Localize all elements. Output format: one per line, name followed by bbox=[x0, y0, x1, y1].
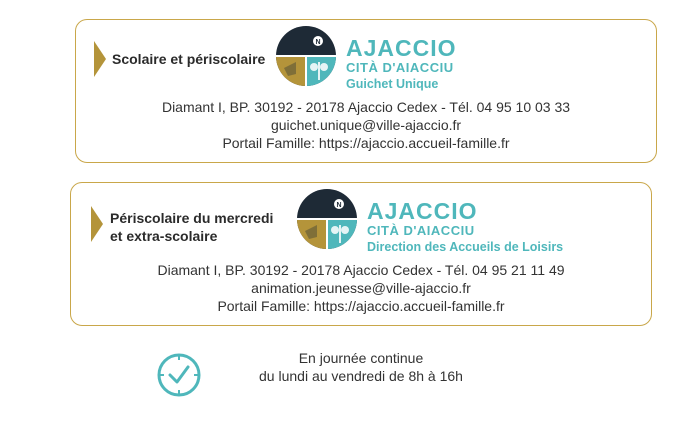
portal-link[interactable]: Portail Famille: https://ajaccio.accueil-famille.fr bbox=[217, 298, 505, 314]
section-label-line2: et extra-scolaire bbox=[110, 228, 218, 244]
hours-line1: En journée continue bbox=[298, 350, 424, 366]
section-label-line1: Périscolaire du mercredi bbox=[110, 210, 274, 226]
brand-subtitle: CITÀ D'AIACCIU bbox=[367, 223, 475, 238]
email-link[interactable]: animation.jeunesse@ville-ajaccio.fr bbox=[251, 280, 471, 296]
contact-info bbox=[76, 98, 656, 152]
email-link[interactable]: guichet.unique@ville-ajaccio.fr bbox=[270, 117, 462, 133]
address-line: Diamant I, BP. 30192 - 20178 Ajaccio Cedex - Tél. 04 95 10 03 33 bbox=[161, 99, 571, 115]
ajaccio-logo bbox=[295, 187, 359, 251]
contact-card-scolaire bbox=[75, 19, 657, 163]
brand-name: AJACCIO bbox=[367, 198, 478, 224]
svg-text:N: N bbox=[336, 202, 342, 209]
section-label: Scolaire et périscolaire bbox=[112, 51, 266, 67]
contact-card-periscolaire bbox=[70, 182, 652, 326]
service-name: Direction des Accueils de Loisirs bbox=[367, 240, 564, 254]
contact-info bbox=[71, 261, 651, 315]
clock-icon bbox=[156, 352, 202, 398]
service-name: Guichet Unique bbox=[346, 77, 439, 91]
brand-block bbox=[367, 199, 563, 255]
brand-name: AJACCIO bbox=[346, 35, 457, 61]
brand-subtitle: CITÀ D'AIACCIU bbox=[346, 60, 454, 75]
opening-hours bbox=[236, 349, 486, 385]
hours-line2: du lundi au vendredi de 8h à 16h bbox=[259, 368, 463, 384]
ajaccio-logo bbox=[274, 24, 338, 88]
arrow-right-icon bbox=[91, 206, 103, 242]
arrow-right-icon bbox=[94, 41, 106, 77]
svg-text:N: N bbox=[315, 39, 321, 46]
address-line: Diamant I, BP. 30192 - 20178 Ajaccio Cedex - Tél. 04 95 21 11 49 bbox=[157, 262, 565, 278]
section-label bbox=[110, 209, 273, 245]
portal-link[interactable]: Portail Famille: https://ajaccio.accueil-famille.fr bbox=[222, 135, 510, 151]
brand-block bbox=[346, 36, 457, 92]
